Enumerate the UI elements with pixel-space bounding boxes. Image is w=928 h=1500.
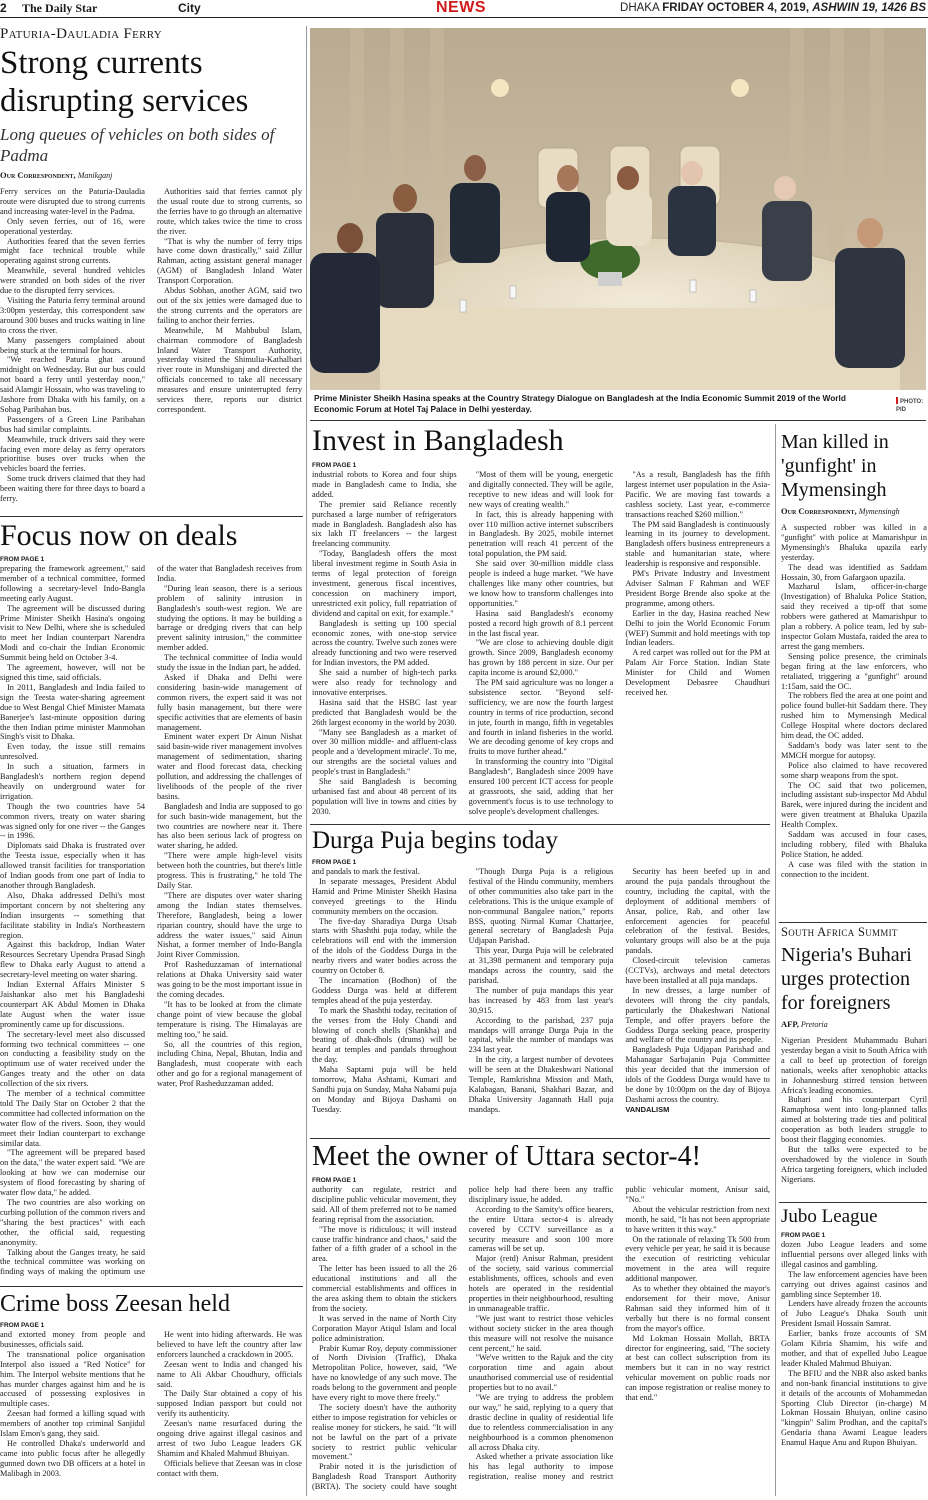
jubo-body-paragraph: Earlier, banks froze accounts of SM Golam Kibria Shamim, his wife and mother, and that of expelled Jubo League leader Khaled Mahmud Bhuiyan.: [781, 1329, 927, 1368]
invest-body-paragraph: She said over 30-million middle class people is indeed a huge market. "We have challenges like many other countries, but we know how to transform challenges into opportunities.": [468, 559, 614, 608]
durga-body-main-paragraph: Closed-circuit television cameras (CCTVs), archways and metal detectors have been installed at all puja mandaps.: [625, 956, 770, 985]
invest-body-paragraph: Earlier in the day, Hasina reached New Delhi to join the World Economic Forum (WEF) Summit and hold meetings with top Indian leaders.: [625, 608, 770, 648]
rule-below-nigeria: [779, 1202, 927, 1203]
gunfight-byline: [781, 506, 927, 517]
uttara-from-page: FROM PAGE 1: [312, 1177, 357, 1184]
invest-body-paragraph: "Many see Bangladesh as a market of over 30 million middle- and affluent-class people and a 'development miracle'. To me, our strengths are the societal values and people's trust in Bangladesh.": [312, 727, 457, 777]
durga-body-main-paragraph: The number of puja mandaps this year has increased by 483 from last year's 30,915.: [468, 985, 614, 1015]
photo-credit: [896, 397, 923, 414]
nigeria-byline-role: AFP,: [781, 1019, 799, 1029]
photo-caption: Prime Minister Sheikh Hasina speaks at the Country Strategy Dialogue on Bangladesh at the India Economic Summit 2019 of the World Economic Forum at Hotel Taj Palace in Delhi yesterday.: [314, 393, 846, 414]
nigeria-byline: [781, 1019, 927, 1030]
uttara-body-paragraph: The society doesn't have the authority either to impose registration for vehicles or realise money for stickers, he said. "It will not be lawful on the part of a private society to restrict public vehicular movement.": [312, 1402, 457, 1462]
uttara-body-paragraph: The letter has been issued to all the 26 educational institutions and all the commercial establishments and offices in the area asking them to obtain the stickers from the society.: [312, 1264, 457, 1313]
rule-below-gunfight: [779, 922, 927, 923]
gunfight-body-paragraph: The OC said that two policemen, including assistant sub-inspector Md Abdul Barek, were injured during the incident and were given treatment at Bhaluka Upazila Health Complex.: [781, 780, 927, 830]
deals-body-paragraph: "The agreement will be prepared based on the data," the water expert said. "We are looking at how we can modernise our system of flood forecasting by sharing of water flow data," he added.: [0, 1148, 145, 1198]
ferry-body-paragraph: Only seven ferries, out of 16, were operational yesterday.: [0, 216, 145, 236]
dateline-date: FRIDAY OCTOBER 4, 2019,: [662, 2, 810, 14]
article-deals: [0, 520, 302, 1284]
invest-body-paragraph: The PM said Bangladesh is continuously learning in its journey to development. Bangladesh offers business entrepreneurs a stable and humanitarian state, where leadership is responsive and responsible.: [625, 519, 770, 569]
deals-body-paragraph: In such a situation, farmers in Bangladesh's northern region depend heavily on underground water for irrigation.: [0, 762, 145, 801]
zeesan-from-page: FROM PAGE 1: [0, 1322, 45, 1329]
invest-headline: Invest in Bangladesh: [312, 424, 564, 457]
invest-body-paragraph: The PM said agriculture was no longer a subsistence sector. "Beyond self-sufficiency, we are now the fourth largest country in terms of rice production, second in jute, fourth in mango, fifth in vegetables and fourth in inland fisheries in the world. We are decoding genome of key crops and fruits to move further ahead.": [468, 678, 614, 757]
deals-body-paragraph: Prof Rasheduzzaman of international relations at Dhaka University said water was going to be the most important issue in the coming decades.: [157, 960, 302, 999]
deals-body-paragraph: Also, Dhaka addressed Delhi's most important concern by not sheltering any Indian insurgents -- something that facilitate stability in India's Northeastern region.: [0, 890, 145, 940]
deals-body-paragraph: The secretary-level meet also discussed forming two technical committees -- one on conducting a feasibility study on the optimum use of water received under the Ganges treaty and the other on data collection of the six rivers.: [0, 1029, 145, 1089]
durga-body-main-paragraph: and pandals to mark the festival.: [312, 867, 420, 876]
gunfight-body-paragraph: Mazharul Islam, officer-in-charge (Investigation) of Bhaluka Police Station, said they received a tip-off that some robbers were gathered at Mamarishpur to plan a robbery. A police team, led by sub-inspector Golam Mustafa, raided the area to arrest the gang members.: [781, 582, 927, 651]
ferry-body-paragraph: "We reached Paturia ghat around midnight on Wednesday. But our bus could not board a ferry until yesterday noon," said Alamgir Hossain, who was traveling to Jashore from Dhaka with his family, on a Sohag Paribahan bus.: [0, 355, 145, 414]
uttara-body-paragraph: As to whether they obtained the mayor's endorsement for their move, Anisur Rahman said they informed him of it verbally but there is no formal consent from the mayor's office.: [625, 1284, 770, 1333]
uttara-body-paragraph: Major (retd) Anisur Rahman, president of the society, said various commercial establishments, offices, schools and even hotels are operated in the residential properties in their neighbourhood, resulting in unmanageable traffic.: [468, 1254, 614, 1313]
deals-from-page: FROM PAGE 1: [0, 556, 45, 563]
ferry-body-paragraph: Passengers of a Green Line Paribahan bus had similar complaints.: [0, 414, 145, 434]
invest-body-paragraph: "Most of them will be young, energetic and digitally connected. They will be agile, receptive to new ideas and will look for new ways of creating wealth.": [468, 470, 614, 509]
durga-vandalism-subhead: VANDALISM: [625, 1104, 670, 1114]
rule-below-ferry: [0, 516, 303, 517]
zeesan-headline: Crime boss Zeesan held: [0, 1291, 230, 1317]
issue-dateline: [620, 1, 926, 16]
ferry-subhead: Long queues of vehicles on both sides of Padma: [0, 125, 275, 165]
nigeria-headline: Nigeria's Buhari urges protection for foreigners: [781, 944, 912, 1014]
durga-body-main-paragraph: According to the parishad, 237 puja mandaps will arrange Durga Puja in the capital, while the number of mandaps was 234 last year.: [468, 1015, 614, 1055]
uttara-body-paragraph: Md Lokman Hossain Mollah, BRTA director for engineering, said, "The society at best can collect subscription from its members but it can in no way restrict vehicular movement on public roads nor can impose registration or realise money to that end.": [625, 1333, 770, 1403]
invest-body-paragraph: She said a number of high-tech parks were also ready for technology and innovative enterprises.: [312, 668, 457, 697]
invest-body-paragraph: The premier said Reliance recently purchased a large number of refrigerators made in Bangladesh. Bangladesh also has six lakh IT freelancers -- the largest freelancing community.: [312, 499, 457, 549]
jubo-body-paragraph: Lenders have already frozen the accounts of Jubo League's Dhaka South unit President Ismail Hossain Samrat.: [781, 1299, 927, 1329]
ferry-body-paragraph: Some truck drivers claimed that they had been waiting there for three days to board a ferry.: [0, 474, 145, 504]
invest-body-paragraph: She said Bangladesh is becoming urbanised fast and about 48 percent of its population will live in towns and cities by 2030.: [312, 777, 457, 816]
ferry-body-paragraph: Meanwhile, truck drivers said they were facing even more delay as ferry operators prioritise buses over trucks when the vehicles board the ferries.: [0, 434, 145, 474]
jubo-body-paragraph: The law enforcement agencies have been carrying out drives against casinos and gambling since September 18.: [781, 1269, 927, 1299]
durga-body-main-paragraph: In new dresses, a large number of devotees will throng the city pandals, particularly the Dhakeshwari National Temple, and offer prayers before the Goddess Durga seeking peace, prosperity and welfare of the country and its people.: [625, 985, 770, 1045]
gunfight-byline-role: Our Correspondent,: [781, 506, 857, 516]
durga-body-main-paragraph: Bangladesh Puja Udjapan Parishad and Mahanagar Sarbajanin Puja Committee this year decided that the immersion of idols of the Goddess Durga would have to be done by 10:00pm on the day of Bijoya Dashami across the country.: [625, 1045, 770, 1104]
zeesan-body-paragraph: and extorted money from people and businesses, officials said.: [0, 1330, 145, 1349]
deals-body-paragraph: "It has to be looked at from the climate change point of view because the global temperature is rising. The Himalayas are melting too," he said.: [157, 999, 302, 1039]
nigeria-body-paragraph: Nigerian President Muhammadu Buhari yesterday began a visit to South Africa with a call to beef up protection of foreign nationals, weeks after xenophobic attacks in Johannesburg stirred tension between Africa's leading economies.: [781, 1036, 927, 1095]
deals-body-paragraph: The agreement, however, will not be signed this time, said officials.: [0, 663, 145, 682]
uttara-body-paragraph: "We are trying to address the problem our way," he said, replying to a query that drastic decline in quality of residential life due to relentless commercialisation in any neighbourhood is a common phenomenon all across Dhaka city.: [468, 1393, 614, 1452]
uttara-body-paragraph: On the rationale of relaxing Tk 500 from every vehicle per year, he said it is because the execution of restricting vehicular movement in the area will require additional manpower.: [625, 1234, 770, 1284]
durga-headline: Durga Puja begins today: [312, 827, 559, 854]
durga-body-main-paragraph: Maha Saptami puja will be held tomorrow, Maha Ashtami, Kumari and Sandhi puja on Sunday, Maha Nabami puja on Monday and Bijoya Dashami on Tuesday.: [312, 1065, 457, 1114]
jubo-headline: Jubo League: [781, 1206, 878, 1227]
zeesan-body-paragraph: Officials believe that Zeesan was in close contact with them.: [157, 1458, 302, 1478]
article-gunfight: [781, 430, 927, 922]
deals-body-paragraph: So, all the countries of this region, including China, Nepal, Bhutan, India and Bangladesh, must cooperate with each other and go for a regional management of water, Prof Rasheduzzaman added.: [157, 1039, 302, 1089]
deals-body-paragraph: The technical committee of India would study the issue in the Indian part, he added.: [157, 653, 302, 673]
gunfight-body-paragraph: Sensing police presence, the criminals began firing at the law enforcers, who retaliated, triggering a "gunfight" around 1:15am, said the OC.: [781, 651, 927, 691]
zeesan-body-paragraph: Zeesan went to India and changed his name to Ali Akbar Choudhury, officials said.: [157, 1359, 302, 1389]
uttara-body-paragraph: Asked whether a private association like his has legal authority to impose registration, realise money and restrict public vehicular moment, Anisur said, "No.": [468, 1185, 770, 1482]
deals-headline: Focus now on deals: [0, 520, 238, 552]
gunfight-body-paragraph: The dead was identified as Saddam Hossain, 30, from Gafargaon upazila.: [781, 562, 927, 582]
deals-body-paragraph: preparing the framework agreement," said member of a technical committee, formed following a secretary-level Indo-Bangla meeting early August.: [0, 564, 145, 603]
newspaper-logo: The Daily Star: [22, 1, 98, 15]
gunfight-body-paragraph: Police also claimed to have recovered some sharp weapons from the spot.: [781, 760, 927, 780]
uttara-body-paragraph: "We just want to restrict those vehicles without society sticker in the area though this measure will not resolve the nuisance cent percent," he said.: [468, 1313, 614, 1353]
ferry-body-paragraph: Authorities said that ferries cannot ply the usual route due to strong currents, so the ferries have to go through an alternative route, which takes twice the time to cross the river.: [157, 187, 302, 236]
deals-body-paragraph: Bangladesh and India are supposed to go for such basin-wide management, but the two countries are nowhere near it. There has also been serious lack of progress on water sharing, he added.: [157, 801, 302, 851]
nigeria-byline-place: Pretoria: [800, 1020, 828, 1029]
durga-body-main-paragraph: The five-day Sharadiya Durga Utsab starts with Shashthi puja today, while the celebrations will end with the immersion of the idols of the Goddess Durga in the nearby rivers and water bodies across the country on October 8.: [312, 916, 457, 976]
deals-body-paragraph: Asked if Dhaka and Delhi were considering basin-wide management of common rivers, the expert said it was not fully basin management, but there were specific activities that are elements of basin management.: [157, 672, 302, 732]
deals-body-paragraph: Even today, the issue still remains unresolved.: [0, 742, 145, 762]
article-ferry: [0, 26, 302, 514]
invest-body-paragraph: "Today, Bangladesh offers the most liberal investment regime in South Asia in terms of legal protection of foreign investment, generous fiscal incentives, concession on machinery import, unrestricted exit policy, full repatriation of dividend and capital on exit, for example.": [312, 549, 457, 618]
ferry-byline: [0, 170, 302, 181]
zeesan-body-paragraph: The transnational police organisation Interpol also issued a "Red Notice" for him. The Interpol website mentions that he has murder charges against him and he is accused of possessing explosives in multiple cases.: [0, 1349, 145, 1409]
durga-body-main-paragraph: "Though Durga Puja is a religious festival of the Hindu community, members of other communities also take part in the celebrations. This is the unique example of non-communal Bangalee nation," reports BSS, quoting Nirmal Kumar Chattarjee, general secretary of Bangladesh Puja Udjapan Parishad.: [468, 867, 614, 946]
zeesan-body: [0, 1330, 302, 1496]
durga-body-main: [312, 867, 770, 1133]
gunfight-body-paragraph: The robbers fled the area at one point and police found bullet-hit Saddam there. They rushed him to Mymensingh Medical College Hospital where doctors declared him dead, the OC added.: [781, 691, 927, 741]
durga-body-main-paragraph: In the city, a largest number of devotees will be seen at the Dhakeshwari National Temple, Ramkrishna Mission and Math, Kalabagan, Banani, Shakhari Bazar, and Dhaka University Jagannath Hall puja mandaps.: [468, 1055, 614, 1114]
durga-body-main-paragraph: In separate messages, President Abdul Hamid and Prime Minister Sheikh Hasina conveyed greetings to the Hindu community members on the occasion.: [312, 876, 457, 916]
article-nigeria: [781, 925, 927, 1200]
uttara-body-paragraph: Prabir noted it is the jurisdiction of Bangladesh Road Transport Authority (BRTA). The society could have sought police help had there been any traffic disciplinary issue, he added.: [312, 1185, 614, 1492]
deals-body-paragraph: Though the two countries have 54 common rivers, treaty on water sharing was signed only for one river -- the Ganges -- in 1996.: [0, 801, 145, 841]
nigeria-body-paragraph: But the talks were expected to be overshadowed by the violence in South Africa targeting foreigners, which included Nigerians.: [781, 1144, 927, 1184]
gunfight-headline: Man killed in 'gunfight' in Mymensingh: [781, 431, 889, 501]
uttara-body: [312, 1185, 770, 1495]
invest-body-paragraph: Hasina said that the HSBC last year predicted that Bangladesh would be the 26th largest economy in the world by 2030.: [312, 697, 457, 727]
ferry-kicker: Paturia-Dauladia Ferry: [0, 26, 163, 42]
nigeria-body-paragraph: Buhari and his counterpart Cyril Ramaphosa went into long-planned talks aimed at bolstering trade ties and political cooperation as both leaders struggle to boost their flagging economies.: [781, 1095, 927, 1145]
credit-accent-bar: [896, 397, 898, 404]
jubo-body: [781, 1240, 927, 1496]
ferry-body-paragraph: Ferry services on the Paturia-Dauladia route were disrupted due to strong currents and increasing water-level in the Padma.: [0, 187, 145, 216]
invest-body-paragraph: "We are close to achieving double digit growth. Since 2009, Bangladesh economy has grown by 188 percent in size. Our per capita income is around $2,000.": [468, 638, 614, 678]
uttara-body-paragraph: "The move is ridiculous; it will instead cause traffic hindrance and chaos," said the father of a fifth grader of a school in the area.: [312, 1224, 457, 1264]
page-masthead: [0, 0, 928, 18]
ferry-body-paragraph: Abdus Sobhan, another AGM, said two out of the six jetties were damaged due to the strong currents and the operators are failing to anchor their ferries.: [157, 286, 302, 325]
invest-body-paragraph: Hasina said Bangladesh's economy posted a record high growth of 8.1 percent in the last fiscal year.: [468, 608, 614, 638]
deals-body-paragraph: Diplomats said Dhaka is frustrated over the Teesta issue, especially when it has allowed transit facilities for transportation of Indian goods from one part of India to another through Bangladesh.: [0, 841, 145, 890]
rule-below-invest: [310, 824, 770, 825]
article-uttara: [312, 1141, 770, 1498]
ferry-headline: Strong currents disrupting services: [0, 45, 249, 119]
deals-body-paragraph: "There were ample high-level visits between both the countries, but there's little progress. This is frustrating," he told The Daily Star.: [157, 851, 302, 890]
zeesan-body-paragraph: The Daily Star obtained a copy of his supposed Indian passport but could not verify its authenticity.: [157, 1389, 302, 1419]
uttara-body-paragraph: About the vehicular restriction from next month, he said, "It has not been appropriate to have written it this way.": [625, 1204, 770, 1234]
jubo-body-paragraph: The BFIU and the NBR also asked banks and non-bank financial institutions to give it details of the accounts of Mohammedan Sporting Club Director (in-charge) M Lokman Hossain Bhuiyan, online casino "kingpin" Salim Prodhan, and the capital's Gendaria thana Awami League leaders Enamul Haque Anu and Rupon Bhuiyan.: [781, 1368, 927, 1448]
jubo-from-page: FROM PAGE 1: [781, 1232, 826, 1239]
deals-body-paragraph: In 2011, Bangladesh and India failed to sign the Teesta water-sharing agreement due to West Bengal Chief Minister Mamata Banerjee's last-minute opposition during the then Indian prime minister Manmohan Singh's visit to Dhaka.: [0, 682, 145, 742]
invest-body: [312, 470, 770, 820]
summit-photo-illustration: [310, 28, 926, 390]
invest-body-paragraph: In fact, this is already happening with over 110 million active internet subscribers in Bangladesh. By 2025, mobile internet penetration will reach 41 percent of the total population, the PM said.: [468, 509, 614, 559]
invest-body-paragraph: Bangladesh is setting up 100 special economic zones, with one-stop service across the country. Twelve such zones were already functioning and two were reserved for Indian investors, the PM added.: [312, 618, 457, 668]
deals-body-paragraph: The agreement will be discussed during Prime Minister Sheikh Hasina's ongoing visit to New Delhi, where she is scheduled to meet her Indian counterpart Narendra Modi and co-chair the Indian Economic Summit being held on October 3-4.: [0, 603, 145, 663]
zeesan-body-paragraph: Zeesan had formed a killing squad with members of another top criminal Sanjidul Islam Emon's gang, they said.: [0, 1409, 145, 1439]
zeesan-body-paragraph: He controlled Dhaka's underworld and came into public focus after he allegedly gunned down two DB officers at a hotel in Malibagh in 2003.: [0, 1438, 145, 1478]
uttara-body-paragraph: Prabir Kumar Roy, deputy commissioner of North Division (Traffic), Dhaka Metropolitan Police, however, said, "We have no knowledge of any such move. The roads belong to the government and people have every right to move there freely.": [312, 1343, 457, 1403]
deals-body-paragraph: Against this backdrop, Indian Water Resources Secretary Upendra Prasad Singh flew to Dhaka early August to attend a secretary-level meeting on water sharing.: [0, 940, 145, 980]
gunfight-body: [781, 523, 927, 922]
rule-below-photo: [310, 420, 926, 421]
uttara-headline: Meet the owner of Uttara sector-4!: [312, 1141, 701, 1172]
invest-body-paragraph: industrial robots to Korea and four ships made in Bangladesh came to India, she added.: [312, 470, 457, 499]
gunfight-body-paragraph: Saddam's body was later sent to the MMCH morgue for autopsy.: [781, 740, 927, 760]
durga-body-main-paragraph: The incarnation (Bodhon) of the Goddess Durga was held at different temples ahead of the puja yesterday.: [312, 975, 457, 1005]
rule-below-deals: [0, 1286, 303, 1287]
article-invest: [312, 424, 770, 822]
invest-body-paragraph: A red carpet was rolled out for the PM at Palam Air Force Station. Indian State Minister for Child and Women Development Debasree Chaudhuri received her.: [625, 648, 770, 697]
uttara-body-paragraph: authority can regulate, restrict and discipline public vehicular movement, they said. All of them preferred not to be named fearing reprisal from the association.: [312, 1185, 457, 1224]
uttara-body-paragraph: "We've written to the Rajuk and the city corporation time and again about unauthorised commercial use of residential properties but to no avail.": [468, 1353, 614, 1393]
deals-body-paragraph: The two countries are also working on curbing pollution of the common rivers and "sharing the best practices" with each other, the official said, requesting anonymity.: [0, 1198, 145, 1247]
photo-credit-name: PID: [896, 406, 907, 413]
gunfight-byline-place: Mymensingh: [858, 507, 900, 516]
photo-credit-label: PHOTO:: [900, 399, 924, 405]
dateline-city: DHAKA: [620, 2, 660, 14]
durga-body-main-paragraph: To mark the Shashthi today, recitation of the verses from the Holy Chandi and blowing of conch shells (Shankha) and beating of dhak-dhols (drums) will be heard at temples and pandals throughout the day.: [312, 1005, 457, 1065]
ferry-body: [0, 187, 302, 513]
durga-from-page: FROM PAGE 1: [312, 859, 357, 866]
ferry-body-paragraph: Meanwhile, M Mahbubul Islam, chairman commodore of Bangladesh Inland Water Transport Authority, yesterday visited the Shimulia-Kathalbari river route in Munshiganj and directed the officials concerned to take all necessary measures and ensure uninterrupted ferry services there, reports our district correspondent.: [157, 325, 302, 414]
article-jubo: [781, 1206, 927, 1498]
deals-body-paragraph: Indian External Affairs Minister S Jaishankar also met his Bangladeshi counterpart AK Abdul Momen in Dhaka late August when the water issue prominently came up for discussions.: [0, 980, 145, 1029]
ferry-byline-role: Our Correspondent,: [0, 170, 76, 180]
ferry-body-paragraph: "That is why the number of ferry trips have come down drastically," said Zillur Rahman, acting assistant general manager (AGM) of Bangladesh Inland Water Transport Corporation.: [157, 236, 302, 286]
ferry-body-paragraph: Authorities feared that the seven ferries might face technical trouble while operating against strong currents.: [0, 236, 145, 266]
section-name: City: [178, 1, 201, 15]
durga-body-main-paragraph: Security has been beefed up in and around the puja pandals throughout the country, including the capital, with the deployment of additional members of Ansar, police, Rab, and other law enforcement agencies for peaceful celebration of the festival. Besides, voluntary groups will also be at the puja pandals.: [625, 867, 770, 956]
ferry-body-paragraph: Meanwhile, several hundred vehicles were stranded on both sides of the river due to the disrupted ferry services.: [0, 266, 145, 296]
nigeria-body: [781, 1036, 927, 1200]
rule-left-column: [306, 26, 307, 1496]
invest-body-paragraph: PM's Private Industry and Investment Adviser Salman F Rahman and WEF President Borge Brende also spoke at the programme, among others.: [625, 569, 770, 608]
news-label: NEWS: [436, 0, 486, 16]
nigeria-kicker: South Africa Summit: [781, 925, 898, 939]
deals-body: [0, 564, 302, 1282]
rule-below-durga: [310, 1138, 770, 1139]
rule-right-column: [775, 424, 776, 1496]
summit-photo: [310, 28, 926, 390]
dateline-bangla: ASHWIN 19, 1426 BS: [812, 2, 926, 14]
deals-body-paragraph: "There are disputes over water sharing among the Indian states themselves. Therefore, Bangladesh, being a lower riparian country, should have the urge to address the water issues," said Ainun Nishat, a former member of Indo-Bangla Joint River Commission.: [157, 890, 302, 960]
zeesan-body-paragraph: He went into hiding afterwards. He was believed to have left the country after law enforcers launched a crackdown in 2005.: [157, 1330, 302, 1359]
deals-body-paragraph: The member of a technical committee told The Daily Star on October 2 that the committee had collected information on the water flow of the rivers. Soon, they would meet their Indian counterpart to exchange similar data.: [0, 1089, 145, 1148]
uttara-body-paragraph: According to the Samity's office bearers, the entire Uttara sector-4 is already covered by CCTV surveillance as a security measure and soon 100 more cameras will be set up.: [468, 1204, 614, 1254]
zeesan-body-paragraph: Zeesan's name resurfaced during the ongoing drive against illegal casinos and arrest of two Jubo League leaders GK Shamim and Khaled Mahmud Bhuiyan.: [157, 1419, 302, 1458]
uttara-body-paragraph: It was served in the name of North City Corporation Mayor Atiqul Islam and local police administration.: [312, 1313, 457, 1343]
ferry-body-paragraph: Many passengers complained about being stuck at the terminal for hours.: [0, 335, 145, 355]
ferry-byline-place: Manikganj: [77, 171, 113, 180]
gunfight-body-paragraph: Saddam was accused in four cases, including robbery, filed with Bhaluka Police Station, he added.: [781, 830, 927, 859]
invest-body-paragraph: "As a result, Bangladesh has the fifth largest internet user population in the Asia-Pacific. We are moving fast towards a cashless society. Last year, e-commerce transactions reached $260 million.": [625, 470, 770, 519]
durga-body: [312, 867, 770, 1133]
jubo-body-paragraph: dozen Jubo League leaders and some influential persons over alleged links with illegal casinos and gambling.: [781, 1240, 927, 1269]
durga-body-main-paragraph: This year, Durga Puja will be celebrated at 31,398 permanent and temporary puja mandaps across the country, said the parishad.: [468, 946, 614, 985]
ferry-body-paragraph: Visiting the Paturia ferry terminal around 3:00pm yesterday, this correspondent saw around 300 buses and trucks waiting in line to cross the river.: [0, 295, 145, 335]
invest-body-paragraph: In transforming the country into "Digital Bangladesh", Bangladesh since 2009 have ensured 100 percent ICT access for people at grassroots, she said, adding that her government's focus is to use technology to solve people's development challenges.: [468, 757, 614, 816]
invest-from-page: FROM PAGE 1: [312, 462, 357, 469]
page-number: 2: [0, 1, 7, 15]
deals-body-paragraph: Eminent water expert Dr Ainun Nishat said basin-wide river management involves management of sedimentation, sharing water and flood forecast data, checking pollution, and addressing the challenges of livelihoods of the people of the river basins.: [157, 732, 302, 801]
deals-body-paragraph: Talking about the Ganges treaty, he said the technical committee was working on finding ways of making the optimum use of the water that Bangladesh receives from India.: [0, 564, 302, 1277]
article-durga: [312, 827, 770, 1135]
gunfight-body-paragraph: A case was filed with the station in connection to the incident.: [781, 859, 927, 879]
article-zeesan: [0, 1290, 302, 1498]
gunfight-body-paragraph: A suspected robber was killed in a "gunfight" with police at Mamarishpur in Mymensingh's Bhaluka upazila early yesterday.: [781, 523, 927, 562]
deals-body-paragraph: "During lean season, there is a serious problem of salinity intrusion in Bangladesh's south-west region. We are studying the options. It may be building a barrage or dredging rivers that can help prevent salinity intrusion," the committee member added.: [157, 583, 302, 653]
